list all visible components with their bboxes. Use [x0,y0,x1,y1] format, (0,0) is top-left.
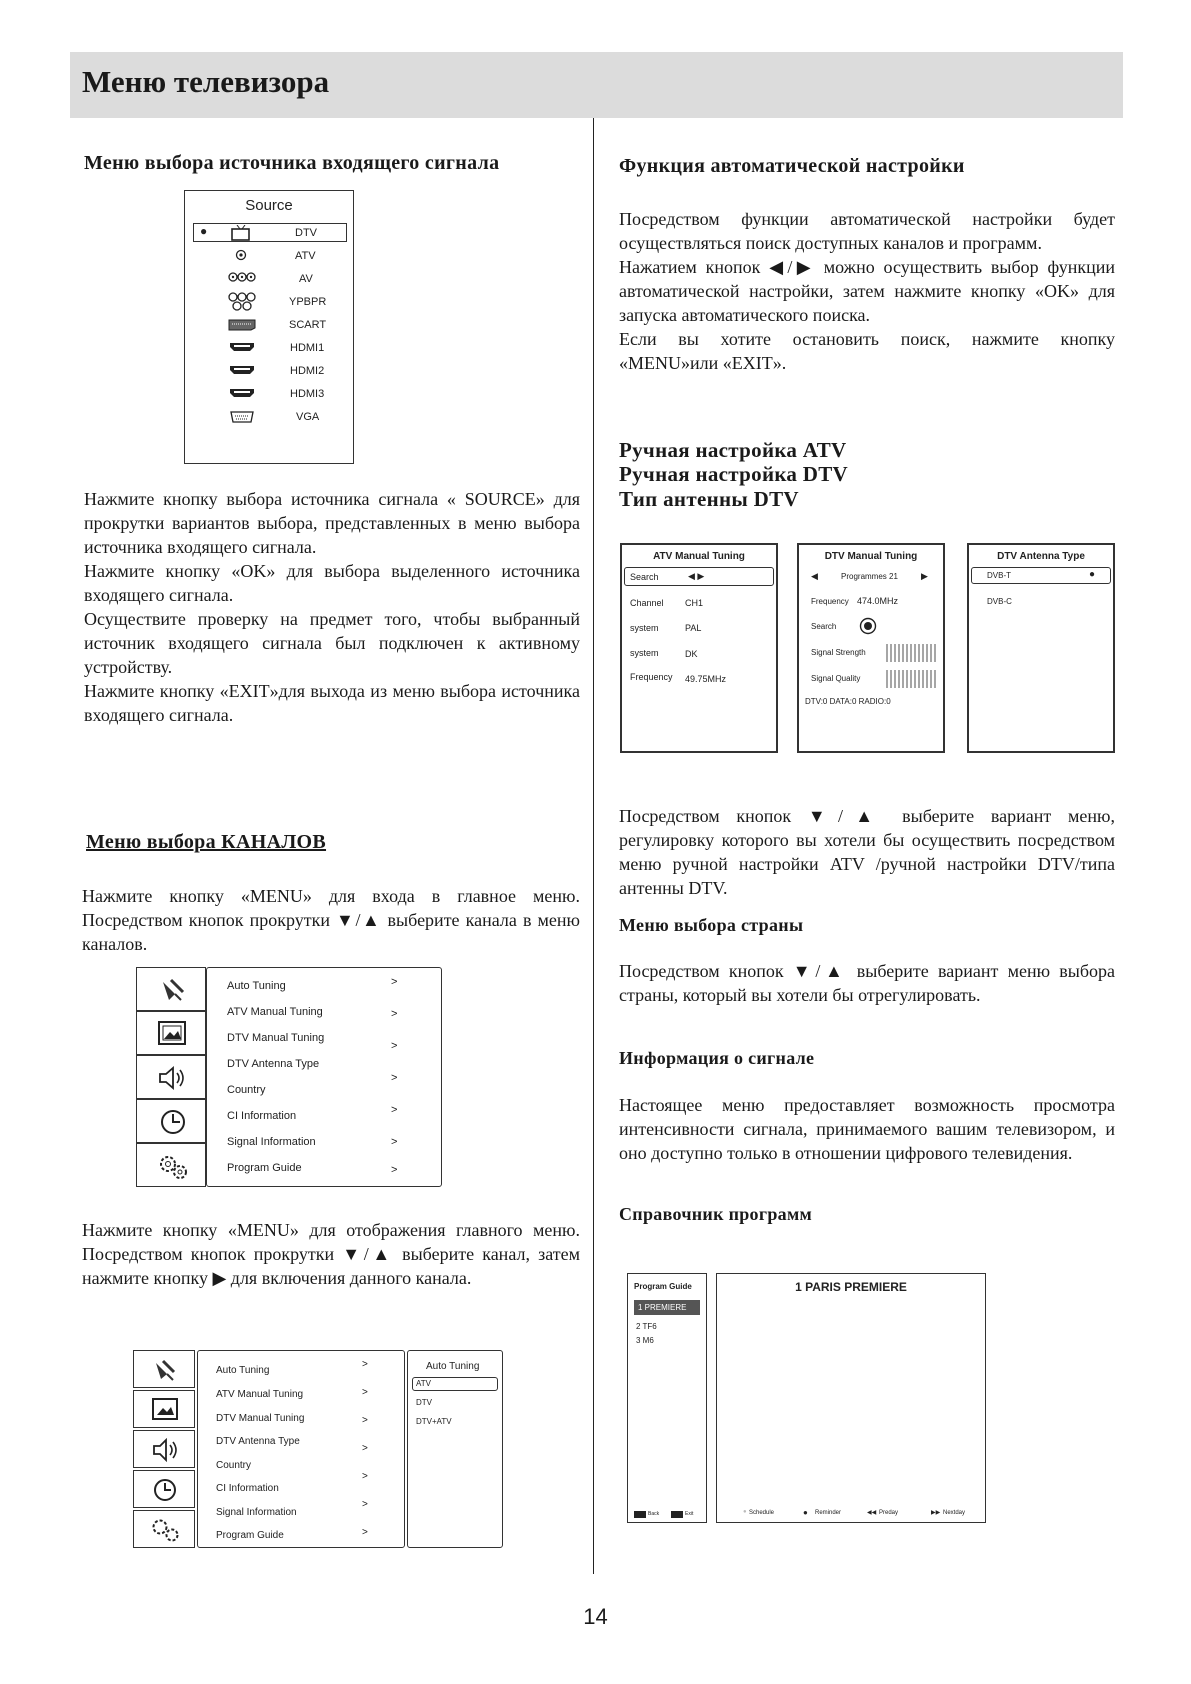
chevron-right-icon: > [391,1040,398,1052]
satellite-icon [152,1357,178,1383]
channel-menu [136,967,442,1187]
auto-instructions [619,207,1115,375]
signal-strength-bar [885,643,937,663]
source-instructions [84,487,580,727]
row-label: Channel [630,598,664,608]
row-value: CH1 [685,598,704,608]
chevron-right-icon: > [362,1443,368,1454]
source-item[interactable]: AV [299,273,313,285]
menu-tab-setup[interactable] [133,1510,195,1548]
paragraph: Осуществите проверку на предмет того, чтобы выбранный источник входящего сигнала был подключен к активному устройству. [84,609,580,677]
auto-tuning-submenu [407,1350,503,1548]
menu-tab-sound[interactable] [136,1055,206,1099]
reminder-dot-icon: ● [803,1508,808,1517]
chevron-right-icon: > [391,1008,398,1020]
signal-strength-label: Signal Strength [811,648,866,657]
chevron-right-icon: > [391,1104,398,1116]
submenu-option[interactable]: DTV [416,1398,432,1407]
signal-heading: Информация о сигнале [619,1048,815,1068]
row-label: system [630,648,659,658]
source-item[interactable]: VGA [296,411,320,423]
hdmi1-icon [229,341,255,353]
source-selected-frame [193,223,347,242]
menu-item[interactable]: Auto Tuning [227,980,286,992]
chevron-right-icon: > [362,1527,368,1538]
channel-item[interactable]: 3 M6 [636,1336,654,1345]
menu-item[interactable]: DTV Manual Tuning [216,1413,305,1424]
search-label: Search [811,622,837,631]
menu-item[interactable]: Country [216,1460,252,1471]
vga-icon [230,411,254,423]
row-value: DK [685,649,698,659]
row-value: PAL [685,623,702,633]
schedule-label[interactable]: Schedule [749,1510,775,1516]
submenu-title: Auto Tuning [426,1361,480,1372]
signal-instructions: Настоящее меню предоставляет возможность просмотра интенсивности сигнала, принимаемого вашим телевизором, и оно доступно только в отношении цифрового телевидения. [619,1095,1115,1163]
menu-item[interactable]: Signal Information [227,1136,316,1148]
menu-item[interactable]: Auto Tuning [216,1365,270,1376]
menu-item[interactable]: DTV Antenna Type [227,1058,320,1070]
speaker-icon [157,1066,187,1090]
channel-item[interactable]: 2 TF6 [636,1322,657,1331]
satellite-icon [159,976,187,1004]
chevron-right-icon: > [362,1415,368,1426]
scart-icon [228,319,256,331]
panel-title: DTV Antenna Type [997,551,1085,562]
search-radio-icon[interactable] [859,617,877,635]
row-value: 49.75MHz [685,674,727,684]
menu-item[interactable]: Program Guide [216,1530,284,1541]
source-item[interactable]: SCART [289,319,327,331]
menu-item[interactable]: ATV Manual Tuning [216,1389,304,1400]
speaker-icon [151,1438,179,1462]
menu-tab-channel[interactable] [136,967,206,1011]
ypbpr-jacks-icon [228,292,256,312]
page-header [70,52,1123,118]
dtv-counts: DTV:0 DATA:0 RADIO:0 [805,697,891,706]
menu-tab-channel[interactable] [133,1350,195,1388]
search-label: Search [630,572,659,582]
exit-key-icon [671,1511,683,1518]
country-heading: Меню выбора страны [619,915,804,935]
channel-menu-with-submenu [133,1350,503,1548]
channel-menu-list [197,1350,405,1548]
programmes-value: Programmes 21 [841,572,898,581]
menu-item[interactable]: Signal Information [216,1507,297,1518]
clock-icon [152,1477,178,1503]
chevron-right-icon: > [362,1387,368,1398]
picture-icon [157,1020,187,1046]
right-arrow-icon[interactable]: ▶ [921,571,928,581]
menu-tab-time[interactable] [133,1470,195,1508]
source-item[interactable]: ATV [295,250,316,262]
menu-item[interactable]: Country [227,1084,266,1096]
menu-item[interactable]: DTV Antenna Type [216,1436,300,1447]
back-label[interactable]: Back [648,1511,660,1517]
exit-label[interactable]: Exit [685,1511,694,1517]
av-jacks-icon [228,271,256,283]
selected-dot-icon: ● [1089,569,1096,580]
row-label: Frequency [630,672,673,682]
channel-menu-list [206,967,442,1187]
dtv-antenna-type-panel [967,543,1115,753]
country-instructions: Посредством кнопок ▼/▲ выберите вариант меню выбора страны, который вы хотели бы отрегулировать. [619,961,1115,1005]
selected-dot-icon: ● [200,224,208,238]
menu-item[interactable]: ATV Manual Tuning [227,1006,323,1018]
left-arrow-icon[interactable]: ◀ [811,571,818,581]
manual-instructions: Посредством кнопок ▼/▲ выберите вариант меню, регулировку которого вы хотели бы осуществить посредством меню ручной настройки ATV /ручной настройки DTV/типа антенны DTV. [619,806,1115,898]
channels-para-2: Нажмите кнопку «MENU» для отображения главного меню. Посредством кнопок прокрутки ▼/▲ выберите канал, затем нажмите кнопку ▶ для включения данного канала. [82,1220,580,1288]
chevron-right-icon: > [362,1499,368,1510]
menu-tab-setup[interactable] [136,1143,206,1187]
menu-tab-picture[interactable] [133,1390,195,1428]
column-divider [593,118,594,1574]
menu-item[interactable]: CI Information [216,1483,279,1494]
panel-title: ATV Manual Tuning [653,551,745,562]
paragraph: Если вы хотите остановить поиск, нажмите кнопку «MENU»или «EXIT». [619,329,1115,373]
antenna-heading: Тип антенны DTV [619,487,799,511]
panel-title: DTV Manual Tuning [824,551,918,562]
page-number: 14 [583,1604,608,1629]
menu-tab-sound[interactable] [133,1430,195,1468]
submenu-option[interactable]: ATV [416,1379,431,1388]
paragraph: Нажмите кнопку «EXIT»для выхода из меню выбора источника входящего сигнала. [84,681,580,725]
program-title: 1 PARIS PREMIERE [795,1280,907,1294]
signal-quality-label: Signal Quality [811,674,861,683]
left-right-arrows-icon[interactable]: ◀ ▶ [688,571,705,581]
atv-manual-tuning-panel [620,543,778,753]
source-heading: Меню выбора источника входящего сигнала [84,152,500,174]
manual-atv-heading: Ручная настройка ATV [619,438,847,462]
chevron-right-icon: > [391,1164,398,1176]
chevron-right-icon: > [362,1471,368,1482]
signal-quality-bar [885,669,937,689]
menu-item[interactable]: Program Guide [227,1162,302,1174]
paragraph: Нажатием кнопок ◀/▶ можно осуществить выбор функции автоматической настройки, затем нажмите кнопку «OK» для запуска автоматического поиска. [619,257,1115,325]
source-item[interactable]: HDMI1 [290,342,325,354]
program-guide-list [627,1273,707,1523]
program-guide-detail [716,1273,986,1523]
reminder-label[interactable]: Reminder [815,1510,842,1516]
schedule-dot-icon: ● [743,1509,747,1515]
menu-item[interactable]: DTV Manual Tuning [227,1032,325,1044]
source-item[interactable]: YPBPR [289,296,327,308]
submenu-option[interactable]: DTV+ATV [416,1417,452,1426]
source-item[interactable]: HDMI2 [290,365,325,377]
channel-item[interactable]: 1 PREMIERE [638,1303,687,1312]
nextday-label[interactable]: Nextday [943,1510,966,1516]
gears-icon [157,1152,189,1180]
paragraph: Посредством функции автоматической настройки будет осуществляться поиск доступных каналов и программ. [619,209,1115,253]
chevron-right-icon: > [391,976,398,988]
frequency-label: Frequency [811,597,849,606]
menu-tab-picture[interactable] [136,1011,206,1055]
page-title: Меню телевизора [82,64,330,99]
list-title: Program Guide [634,1282,692,1291]
atv-antenna-icon [235,249,247,261]
menu-key-icon [634,1511,646,1518]
source-menu-title: Source [245,197,293,214]
row-label: system [630,623,659,633]
paragraph: Нажмите кнопку выбора источника сигнала « SOURCE» для прокрутки вариантов выбора, представленных в меню выбора источника входящего сигнала. [84,489,580,557]
auto-heading: Функция автоматической настройки [619,155,965,177]
frequency-value: 474.0MHz [857,596,899,606]
guide-heading: Справочник программ [619,1204,813,1224]
chevron-right-icon: > [362,1359,368,1370]
menu-tab-time[interactable] [136,1099,206,1143]
tv-icon [231,225,251,241]
hdmi3-icon [229,387,255,399]
source-menu [184,190,354,464]
picture-icon [151,1397,179,1421]
gears-icon [150,1516,180,1544]
channels-para-1: Нажмите кнопку «MENU» для входа в главное меню. Посредством кнопок прокрутки ▼/▲ выберите канала в меню каналов. [82,886,580,954]
paragraph: Нажмите кнопку «OK» для выбора выделенного источника входящего сигнала. [84,561,580,605]
antenna-option[interactable]: DVB-T [987,571,1011,580]
rewind-icon: ◀◀ [867,1510,877,1516]
clock-icon [159,1108,187,1136]
chevron-right-icon: > [391,1072,398,1084]
source-item[interactable]: HDMI3 [290,388,325,400]
manual-dtv-heading: Ручная настройка DTV [619,462,849,486]
antenna-option[interactable]: DVB-C [987,597,1012,606]
preday-label[interactable]: Preday [879,1510,899,1516]
chevron-right-icon: > [391,1136,398,1148]
fast-forward-icon: ▶▶ [931,1510,941,1516]
dtv-manual-tuning-panel [797,543,945,753]
channels-heading: Меню выбора КАНАЛОВ [86,831,327,853]
menu-item[interactable]: CI Information [227,1110,297,1122]
source-item[interactable]: DTV [295,227,317,239]
hdmi2-icon [229,364,255,376]
